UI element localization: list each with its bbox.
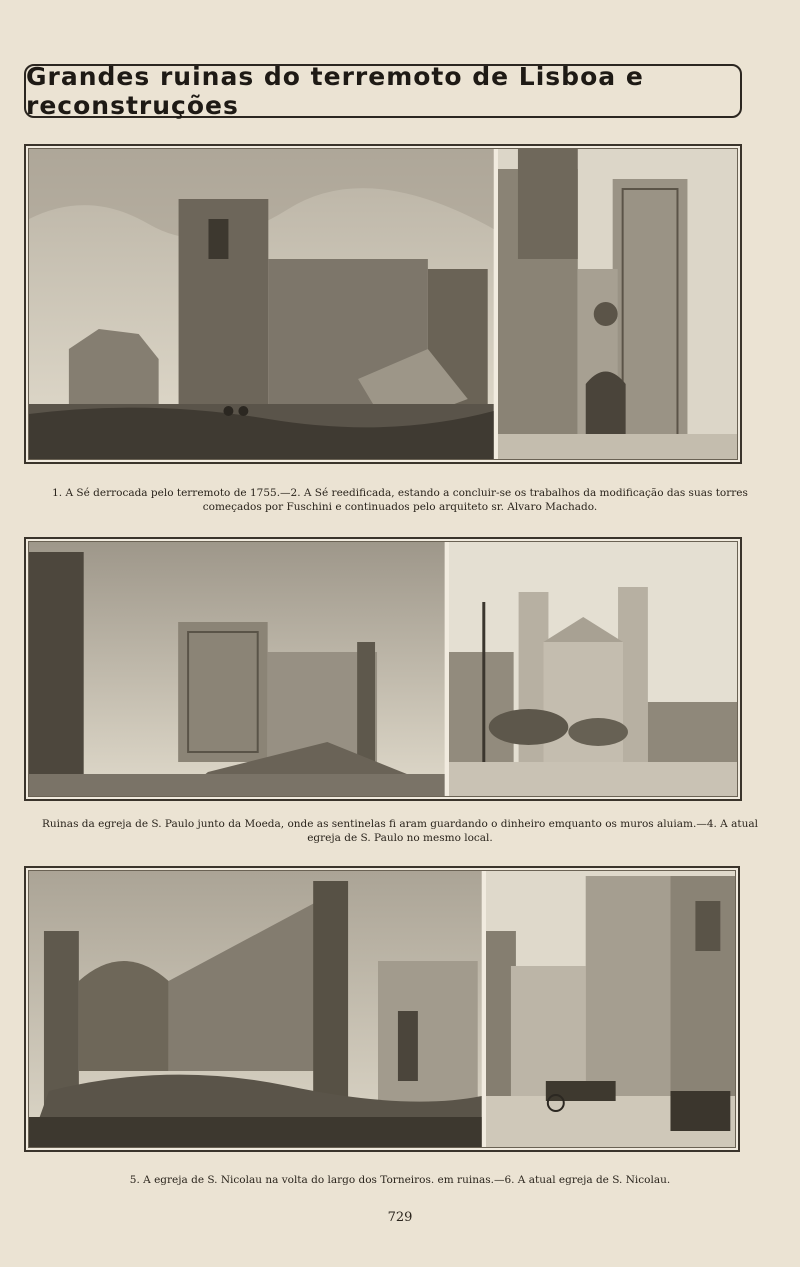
photo-sao-paulo-ruins xyxy=(29,542,445,796)
photo-cathedral-rebuilt-icon xyxy=(498,149,737,459)
photo-se-ruins-1755 xyxy=(29,149,494,459)
caption-figure-2: Ruinas da egreja de S. Paulo junto da Moeda, onde as sentinelas fi aram guardando o dinheiro emquanto os muros aluiam.—4. A atual egreja de S. Paulo no mesmo local. xyxy=(42,818,758,844)
engraving-cathedral-ruins-icon xyxy=(29,149,494,459)
caption-figure-3: 5. A egreja de S. Nicolau na volta do largo dos Torneiros. em ruinas.—6. A atual egreja de S. Nicolau. xyxy=(129,1174,671,1186)
engraving-church-ruins-icon xyxy=(29,871,482,1147)
photo-se-rebuilt xyxy=(498,149,737,459)
caption-figure-1: 1. A Sé derrocada pelo terremoto de 1755.—2. A Sé reedificada, estando a concluir-se os trabalhos da modificação das suas torres começados por Fuschini e continuados pelo arquiteto sr. Alvaro Machado. xyxy=(52,487,748,513)
title-banner xyxy=(24,64,742,118)
figure-3 xyxy=(24,866,740,1152)
page-number: 729 xyxy=(387,1210,413,1225)
photo-church-current-icon xyxy=(449,542,737,796)
engraving-church-ruins-icon xyxy=(29,542,445,796)
photo-sao-paulo-current xyxy=(449,542,737,796)
page-title: Grandes ruinas do terremoto de Lisboa e reconstruções xyxy=(26,62,644,120)
photo-sao-nicolau-ruins xyxy=(29,871,482,1147)
photo-street-church-icon xyxy=(486,871,735,1147)
photo-sao-nicolau-current xyxy=(486,871,735,1147)
figure-1 xyxy=(24,144,742,464)
figure-2 xyxy=(24,537,742,801)
